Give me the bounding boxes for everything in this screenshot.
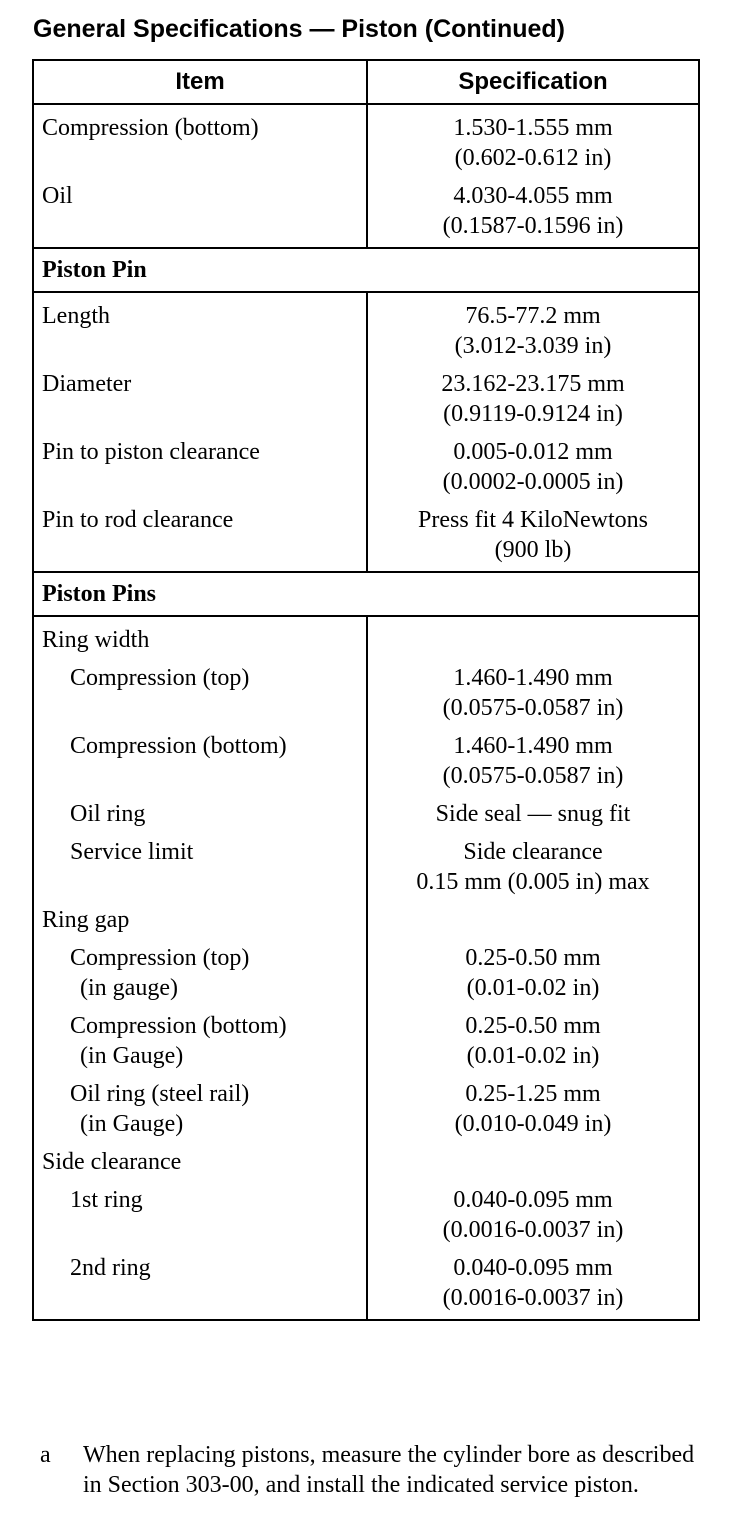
header-item: Item: [33, 60, 367, 104]
footnote-text: When replacing pistons, measure the cylinder bore as described in Section 303-00, and install the indicated service piston.: [83, 1442, 695, 1498]
row-spec-rw-service-limit: Side clearance 0.15 mm (0.005 in) max: [367, 829, 699, 897]
page-title: General Specifications — Piston (Continued): [33, 15, 566, 43]
row-item-sc-1st-ring: 1st ring: [33, 1177, 367, 1245]
table-row: [33, 723, 699, 791]
section-piston-pin: Piston Pin: [33, 248, 699, 292]
table-row: [33, 616, 699, 655]
table-row: [33, 829, 699, 897]
row-spec-ring-width: [367, 616, 699, 655]
row-item-length: Length: [33, 292, 367, 361]
section-header-row: [33, 248, 699, 292]
row-item-side-clearance: Side clearance: [33, 1139, 367, 1177]
row-spec-ring-gap: [367, 897, 699, 935]
table-row: [33, 791, 699, 829]
table-row: [33, 429, 699, 497]
row-item-sc-2nd-ring: 2nd ring: [33, 1245, 367, 1320]
row-spec-side-clearance: [367, 1139, 699, 1177]
row-item-ring-gap: Ring gap: [33, 897, 367, 935]
footnote-marker: a: [40, 1442, 51, 1468]
table-row: [33, 1177, 699, 1245]
row-item-diameter: Diameter: [33, 361, 367, 429]
row-spec-rg-compression-top: 0.25-0.50 mm (0.01-0.02 in): [367, 935, 699, 1003]
row-spec-sc-1st-ring: 0.040-0.095 mm (0.0016-0.0037 in): [367, 1177, 699, 1245]
table-row: [33, 104, 699, 173]
table-row: [33, 292, 699, 361]
row-item-rw-oil-ring: Oil ring: [33, 791, 367, 829]
row-item-rw-service-limit: Service limit: [33, 829, 367, 897]
row-spec-pin-to-piston: 0.005-0.012 mm (0.0002-0.0005 in): [367, 429, 699, 497]
table-row: [33, 1245, 699, 1320]
row-item-oil: Oil: [33, 173, 367, 248]
row-item-rg-oil-ring: Oil ring (steel rail) (in Gauge): [33, 1071, 367, 1139]
row-item-rw-compression-bottom: Compression (bottom): [33, 723, 367, 791]
row-item-pin-to-piston: Pin to piston clearance: [33, 429, 367, 497]
table-row: [33, 897, 699, 935]
row-spec-rg-compression-bottom: 0.25-0.50 mm (0.01-0.02 in): [367, 1003, 699, 1071]
row-spec-compression-bottom: 1.530-1.555 mm (0.602-0.612 in): [367, 104, 699, 173]
table-header-row: [33, 60, 699, 104]
table-row: [33, 497, 699, 572]
table-row: [33, 1139, 699, 1177]
header-specification: Specification: [367, 60, 699, 104]
table-row: [33, 1003, 699, 1071]
row-spec-rw-compression-top: 1.460-1.490 mm (0.0575-0.0587 in): [367, 655, 699, 723]
footnote: [40, 1440, 700, 1500]
row-item-compression-bottom: Compression (bottom): [33, 104, 367, 173]
row-spec-oil: 4.030-4.055 mm (0.1587-0.1596 in): [367, 173, 699, 248]
row-spec-length: 76.5-77.2 mm (3.012-3.039 in): [367, 292, 699, 361]
row-spec-rw-compression-bottom: 1.460-1.490 mm (0.0575-0.0587 in): [367, 723, 699, 791]
row-spec-rw-oil-ring: Side seal — snug fit: [367, 791, 699, 829]
row-item-pin-to-rod: Pin to rod clearance: [33, 497, 367, 572]
row-item-ring-width: Ring width: [33, 616, 367, 655]
table-row: [33, 1071, 699, 1139]
row-item-rg-compression-top: Compression (top) (in gauge): [33, 935, 367, 1003]
section-piston-pins: Piston Pins: [33, 572, 699, 616]
row-item-rg-compression-bottom: Compression (bottom) (in Gauge): [33, 1003, 367, 1071]
row-spec-sc-2nd-ring: 0.040-0.095 mm (0.0016-0.0037 in): [367, 1245, 699, 1320]
table-row: [33, 655, 699, 723]
row-spec-rg-oil-ring: 0.25-1.25 mm (0.010-0.049 in): [367, 1071, 699, 1139]
table-row: [33, 173, 699, 248]
row-spec-pin-to-rod: Press fit 4 KiloNewtons (900 lb): [367, 497, 699, 572]
row-item-rw-compression-top: Compression (top): [33, 655, 367, 723]
specifications-table: [32, 59, 700, 1321]
table-row: [33, 935, 699, 1003]
row-spec-diameter: 23.162-23.175 mm (0.9119-0.9124 in): [367, 361, 699, 429]
table-row: [33, 361, 699, 429]
section-header-row: [33, 572, 699, 616]
